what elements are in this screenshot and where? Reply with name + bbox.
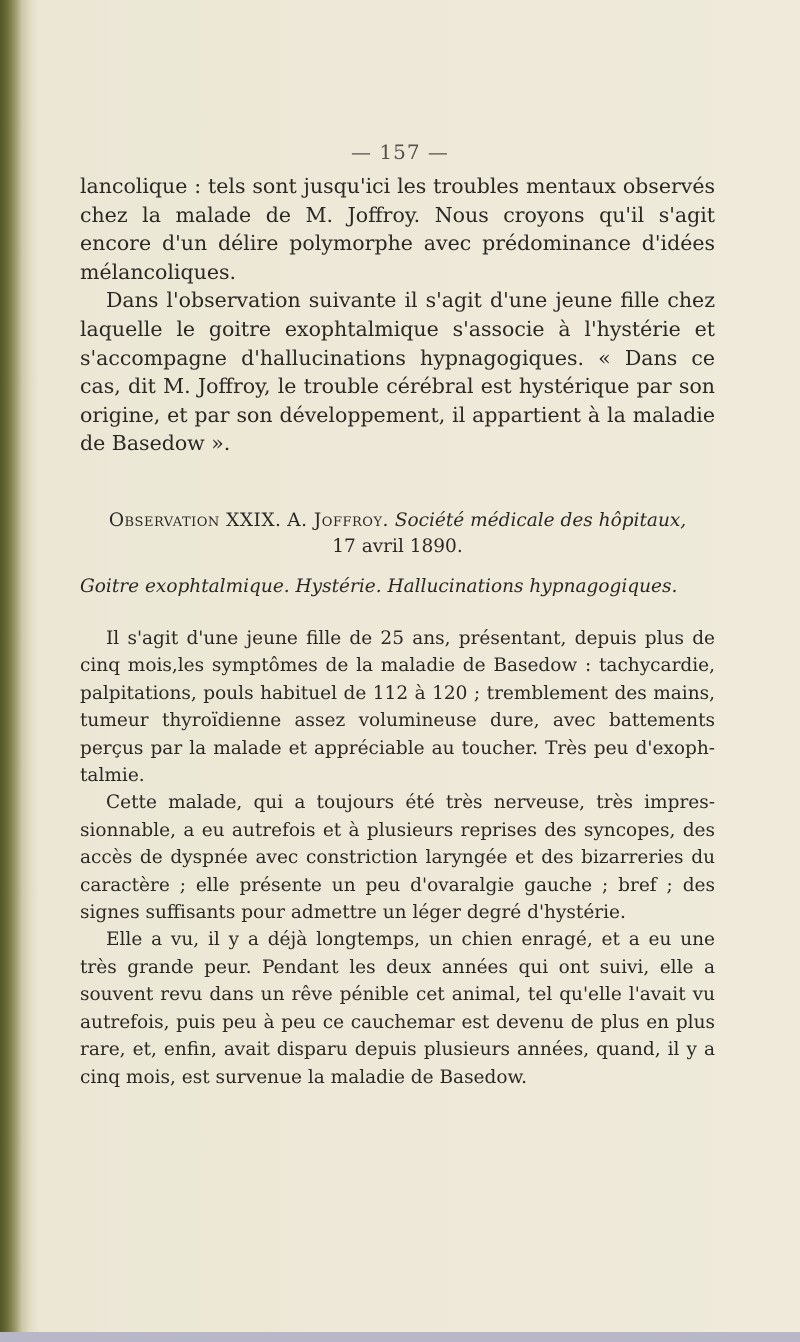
observation-paragraph: Elle a vu, il y a déjà longtemps, un chien enragé, et a eu une très grande peur. Pendant les deux années qui ont suivi, elle a souvent revu dans un rêve pénible cet animal, tel qu'elle l'avait vu autrefois, puis peu à peu ce cauchemar est devenu de plus en plus rare, et, enfin, avait disparu depuis plusieurs années, quand, il y a cinq mois, est survenue la maladie de Basedow. xyxy=(80,929,715,1088)
observation-label: Observation XXIX. xyxy=(108,510,282,531)
intro-text xyxy=(80,172,715,458)
observation-author: A. Joffroy. xyxy=(287,510,389,531)
observation-subtitle: Goitre exophtalmique. Hystérie. Hallucinations hypnagogiques. xyxy=(80,576,678,597)
observation-date: 17 avril 1890. xyxy=(332,536,463,557)
page-edge-shadow xyxy=(0,0,30,1342)
scan-bottom-stripe xyxy=(0,1332,800,1342)
observation-heading xyxy=(80,508,715,560)
page-number: — 157 — xyxy=(351,140,449,164)
observation-paragraph: Cette malade, qui a toujours été très nerveuse, très impressionnable, a eu autrefois et à plusieurs reprises des syncopes, des accès de dyspnée avec constriction laryngée et des bizarreries du caractère ; elle présente un peu d'ovaralgie gauche ; bref ; des signes suffisants pour admettre un léger degré d'hystérie. xyxy=(80,792,715,924)
observation-source: Société médicale des hôpitaux, xyxy=(394,510,687,531)
intro-paragraph: lancolique : tels sont jusqu'ici les troubles mentaux observés chez la malade de M. Joffroy. Nous croyons qu'il s'agit encore d'un délire polymorphe avec prédominance d'idées mélancoliques. xyxy=(80,174,715,284)
observation-body xyxy=(80,625,715,1091)
observation-paragraph: Il s'agit d'une jeune fille de 25 ans, présentant, depuis plus de cinq mois,les symptômes de la maladie de Basedow : tachycardie, palpitations, pouls habituel de 112 à 120 ; tremblement des mains, tumeur thyroïdienne assez volumineuse dure, avec battements perçus par la malade et appréciable au toucher. Très peu d'exophtalmie. xyxy=(80,628,715,787)
intro-paragraph: Dans l'observation suivante il s'agit d'une jeune fille chez laquelle le goitre exophtalmique s'associe à l'hystérie et s'accompagne d'hallucinations hypnagogiques. « Dans ce cas, dit M. Joffroy, le trouble cérébral est hystérique par son origine, et par son développement, il appartient à la maladie de Basedow ». xyxy=(80,288,715,456)
